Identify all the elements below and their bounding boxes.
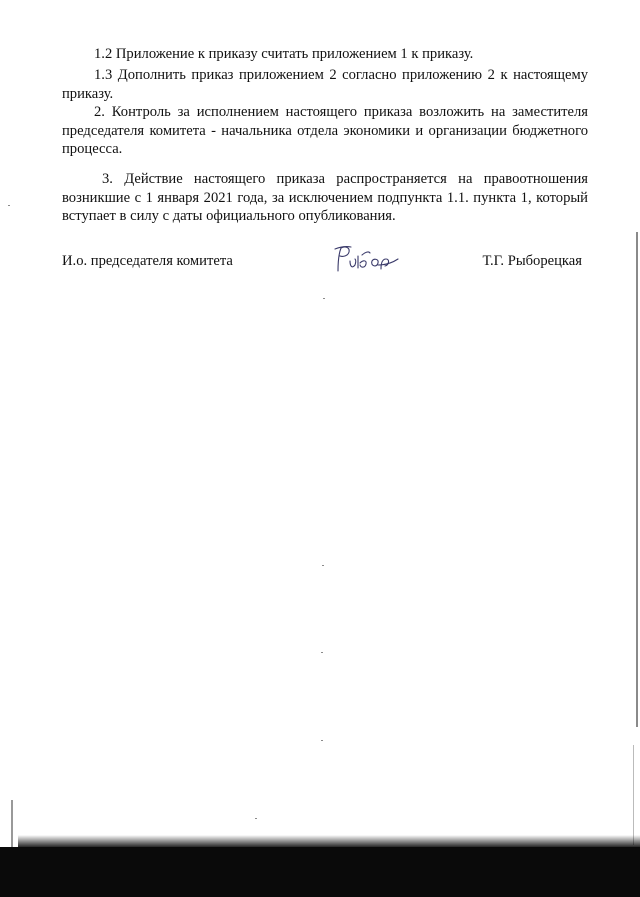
paragraph-2: 2. Контроль за исполнением настоящего приказа возложить на заместителя председателя комитета - начальника отдела экономики и организации бюджетного процесса. (62, 104, 588, 157)
scan-speck (8, 205, 10, 206)
handwritten-signature (332, 243, 402, 277)
signatory-title: И.о. председателя комитета (62, 253, 233, 269)
scan-speck (322, 565, 324, 566)
scan-speck (323, 298, 325, 299)
scan-bottom-border (0, 847, 640, 897)
scan-speck (255, 818, 257, 819)
scan-speck (321, 740, 323, 741)
scan-edge-line (633, 745, 634, 845)
paragraph-1-3: 1.3 Дополнить приказ приложением 2 согласно приложению 2 к настоящему приказу. (62, 67, 588, 102)
paragraph-1-2: 1.2 Приложение к приказу считать приложением 1 к приказу. (94, 46, 474, 62)
scan-shadow (18, 835, 640, 847)
signatory-name: Т.Г. Рыборецкая (482, 253, 582, 269)
signature-block (62, 253, 588, 277)
paragraph-3: 3. Действие настоящего приказа распространяется на правоотношения возникшие с 1 января 2021 года, за исключением подпункта 1.1. пункта 1, который вступает в силу с даты официального опубликования. (62, 171, 588, 224)
scan-speck (321, 652, 323, 653)
scan-edge-line (636, 232, 638, 727)
scan-edge-line (11, 800, 13, 850)
